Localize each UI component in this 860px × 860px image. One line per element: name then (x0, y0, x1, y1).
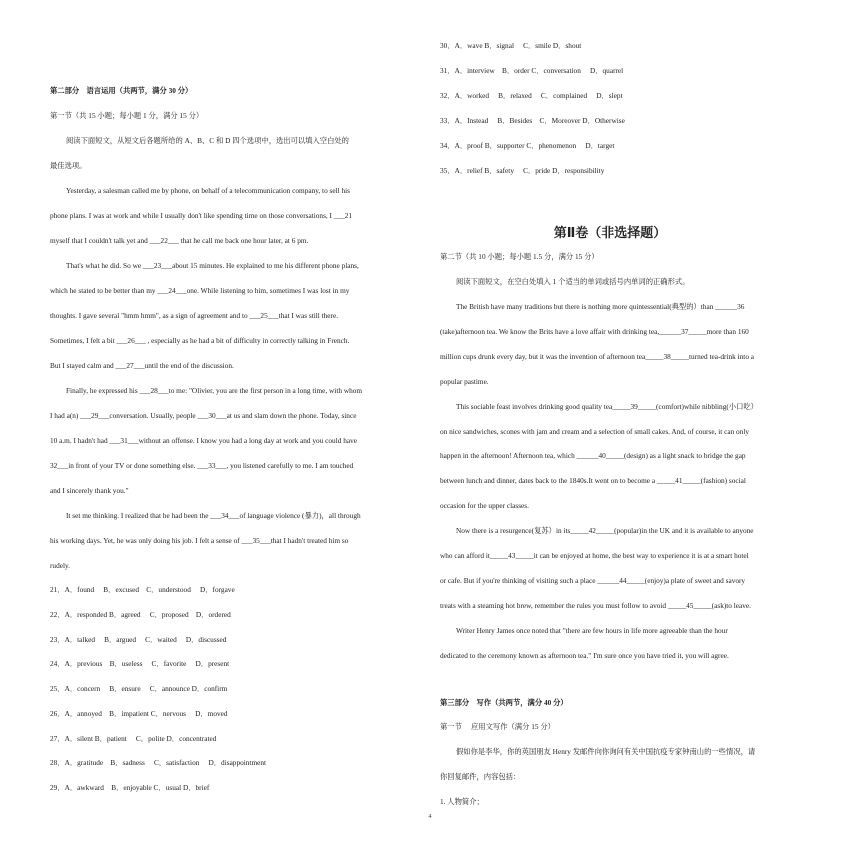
part3-heading: 第三部分 写作（共两节，满分 40 分） (440, 698, 568, 707)
question-options: 33．A．Instead B．Besides C．Moreover D．Otherwise (440, 116, 625, 125)
passage-line: thoughts. I gave several "hmm hmm", as a sign of agreement and to ___25___that I was still there. (50, 311, 339, 320)
passage-line: on nice sandwiches, scones with jam and cream and a selection of small cakes. And, of course, it can only (440, 427, 750, 436)
question-options: 32．A．worked B．relaxed C．complained D．slept (440, 91, 623, 100)
question-options: 26．A．annoyed B．impatient C．nervous D．moved (50, 709, 228, 718)
passage-line: popular pastime. (440, 377, 489, 386)
passage-line: his working days. Yet, he was only doing his job. I felt a sense of ___35___that I hadn't treated him so (50, 536, 349, 545)
question-options: 28．A．gratitude B．sadness C．satisfaction D．disappointment (50, 758, 267, 767)
passage-line: The British have many traditions but there is nothing more quintessential(典型的）than ______36 (456, 302, 745, 311)
writing-prompt-line: 1. 人物简介； (440, 797, 484, 806)
question-options: 21．A．found B．excused C．understood D．forgave (50, 585, 235, 594)
passage-line: who can afford it_____43_____it can be enjoyed at home, the best way to experience it is at a smart hotel (440, 551, 749, 560)
passage-line: But I stayed calm and ___27___until the end of the discussion. (50, 361, 234, 370)
section2-heading: 第二节（共 10 小题；每小题 1.5 分，满分 15 分） (440, 252, 599, 261)
question-options: 23．A．talked B．argued C．waited D．discussed (50, 635, 227, 644)
passage-line: 32___in front of your TV or done something else. ___33___, you listened carefully to me. I am touched (50, 461, 354, 470)
passage-line: Writer Henry James once noted that "there are few hours in life more agreeable than the hour (456, 626, 728, 635)
passage-line: Finally, he expressed his ___28___to me: "Olivier, you are the first person in a long time, with whom (66, 386, 363, 395)
passage-line: which he stated to be better than my ___24___one. While listening to him, sometimes I was lost in my (50, 286, 350, 295)
passage-line: myself that I couldn't talk yet and ___22___ that he call me back one hour later, at 6 pm. (50, 236, 309, 245)
instructions-line: 最佳选项。 (50, 161, 87, 170)
question-options: 35．A．relief B．safety C．pride D．responsibility (440, 166, 605, 175)
passage-line: happen in the afternoon! Afternoon tea, which ______40_____(design) as a light snack to bridge the gap (440, 451, 746, 460)
passage-line: I had a(n) ___29___conversation. Usually, people ___30___at us and slam down the phone. Today, since (50, 411, 357, 420)
question-options: 22．A．responded B．agreed C．proposed D．ordered (50, 610, 231, 619)
passage-line: or cafe. But if you're thinking of visiting such a place ______44_____(enjoy)a plate of sweet and savory (440, 576, 746, 585)
section3-heading: 第一节 应用文写作（满分 15 分） (440, 722, 555, 731)
question-options: 25．A．concern B．ensure C．announce D．confirm (50, 684, 228, 693)
passage-line: Now there is a resurgence(复苏）in its_____42_____(popular)in the UK and it is available to anyone (456, 526, 754, 535)
part2-heading: 第二部分 语言运用（共两节，满分 30 分） (50, 86, 193, 95)
instructions-line: 阅读下面短文，从短文后各题所给的 A、B、C 和 D 四个选项中，选出可以填入空白处的 (66, 136, 349, 145)
passage-line: Sometimes, I felt a bit ___26___ , especially as he had a bit of difficulty in correctly talking in French. (50, 336, 350, 345)
question-options: 31．A．interview B．order C．conversation D．quarrel (440, 66, 624, 75)
passage-line: phone plans. I was at work and while I usually don't like spending time on those conversations, I ___21 (50, 211, 353, 220)
question-options: 34．A．proof B．supporter C．phenomenon D．target (440, 141, 615, 150)
passage-line: between lunch and dinner, dates back to the 1840s.It went on to become a _____41_____(fashion) social (440, 476, 746, 485)
passage-line: treats with a steaming hot brew, remember the rules you must follow to avoid _____45_____(ask)to leave. (440, 601, 751, 610)
passage-line: That's what he did. So we ___23___about 15 minutes. He explained to me his different phone plans, (66, 261, 359, 270)
passage-line: This sociable feast involves drinking good quality tea_____39_____(comfort)while nibbling(小口吃） (456, 402, 758, 411)
passage-line: (take)afternoon tea. We know the Brits have a love affair with drinking tea,______37_____more than 160 (440, 327, 749, 336)
instructions-line: 阅读下面短文，在空白处填入 1 个适当的单词或括号内单词的正确形式。 (456, 277, 690, 286)
question-options: 24．A．previous B．useless C．favorite D．present (50, 659, 230, 668)
passage-line: rudely. (50, 561, 70, 570)
passage-line: 10 a.m. I hadn't had ___31___without an offense. I know you had a long day at work and you could have (50, 436, 357, 445)
volume2-title: 第Ⅱ卷（非选择题） (553, 226, 667, 241)
passage-line: dedicated to the ceremony known as afternoon tea." I'm sure once you have tried it, you will agree. (440, 651, 729, 660)
section1-heading: 第一节（共 15 小题；每小题 1 分，满分 15 分） (50, 111, 204, 120)
passage-line: and I sincerely thank you." (50, 486, 129, 495)
question-options: 27．A．silent B．patient C．polite D．concentrated (50, 734, 217, 743)
passage-line: It set me thinking. I realized that he had been the ___34___of language violence (暴力)，all through (66, 511, 361, 520)
question-options: 30．A．wave B．signal C．smile D．shout (440, 41, 582, 50)
page-number: 4 (428, 813, 432, 820)
question-options: 29．A．awkward B．enjoyable C．usual D．brief (50, 783, 210, 792)
writing-prompt-line: 你回复邮件，内容包括： (440, 772, 521, 781)
passage-line: million cups drunk every day, but it was the invention of afternoon tea_____38_____turned tea-drink into a (440, 352, 755, 361)
writing-prompt-line: 假如你是李华，你的英国朋友 Henry 发邮件向你询问有关中国抗疫专家钟南山的一些情况，请 (456, 747, 756, 756)
passage-line: occasion for the upper classes. (440, 501, 529, 510)
passage-line: Yesterday, a salesman called me by phone, on behalf of a telecommunication company, to sell his (66, 186, 351, 195)
